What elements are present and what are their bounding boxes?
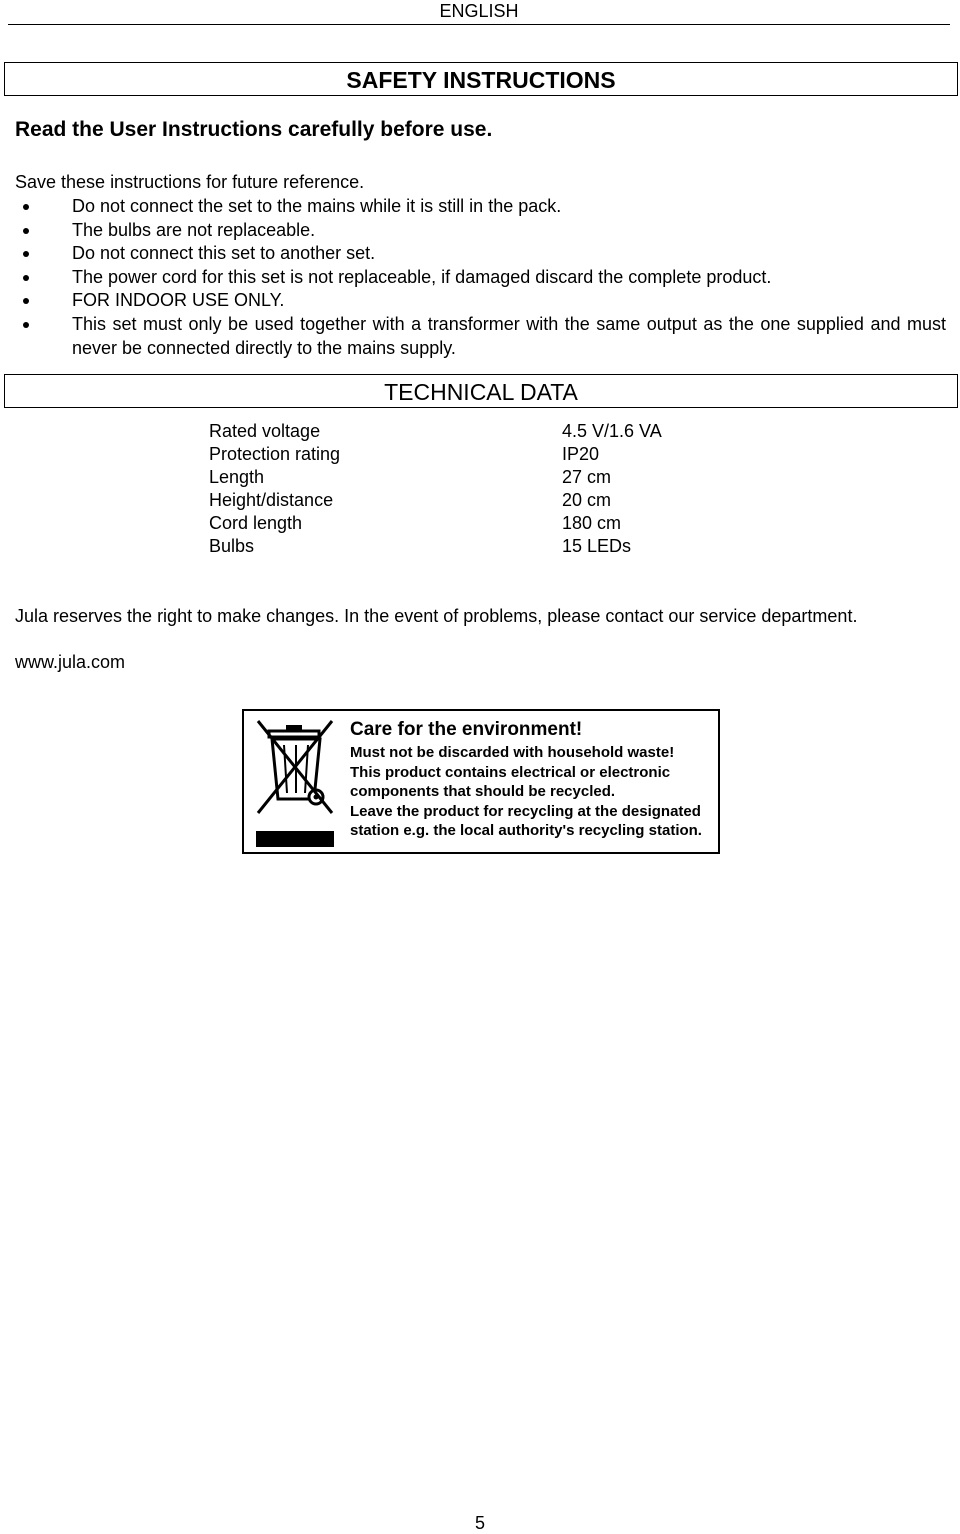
safety-instructions-heading: SAFETY INSTRUCTIONS [4, 62, 958, 96]
environment-notice-line: This product contains electrical or electronic [350, 763, 671, 781]
environment-notice-line: station e.g. the local authority's recycling station. [350, 822, 702, 839]
technical-data-table [209, 420, 662, 558]
table-row [209, 489, 662, 512]
technical-data-heading: TECHNICAL DATA [4, 374, 958, 408]
spec-label: Height/distance [209, 490, 334, 510]
crossed-out-wheelie-bin-icon [252, 717, 338, 847]
safety-bullet [15, 266, 946, 290]
safety-bullet [15, 195, 946, 219]
spec-value: 27 cm [562, 467, 612, 487]
spec-label: Protection rating [209, 444, 341, 464]
safety-bullet [15, 289, 946, 313]
spec-value: 20 cm [562, 490, 612, 510]
safety-bullet [15, 242, 946, 266]
safety-bullet [15, 219, 946, 243]
spec-value: 4.5 V/1.6 VA [562, 421, 662, 441]
environment-notice-line: Leave the product for recycling at the designated [350, 802, 701, 820]
safety-bullet-text: The bulbs are not replaceable. [72, 219, 316, 240]
spec-label: Length [209, 467, 265, 487]
bullet-icon [23, 204, 29, 210]
environment-notice-title: Care for the environment! [350, 719, 583, 740]
bullet-icon [23, 298, 29, 304]
spec-label: Bulbs [209, 536, 255, 556]
spec-value: 15 LEDs [562, 536, 632, 556]
spec-value: IP20 [562, 444, 600, 464]
language-label: ENGLISH [439, 1, 519, 21]
table-row [209, 443, 662, 466]
environment-notice-box [242, 709, 720, 854]
safety-bullet-list [15, 195, 946, 360]
environment-notice-line: Must not be discarded with household waste! [350, 744, 675, 761]
table-row [209, 466, 662, 489]
table-row [209, 535, 662, 558]
spec-label: Rated voltage [209, 421, 321, 441]
changes-notice: Jula reserves the right to make changes. In the event of problems, please contact our service department. [15, 606, 858, 626]
spec-value: 180 cm [562, 513, 622, 533]
read-instructions-lead: Read the User Instructions carefully before use. [15, 118, 493, 141]
website-url: www.jula.com [15, 652, 126, 672]
page-header [8, 0, 950, 25]
safety-bullet [15, 313, 946, 360]
table-row [209, 512, 662, 535]
spec-label: Cord length [209, 513, 303, 533]
safety-bullet-text: The power cord for this set is not replaceable, if damaged discard the complete product. [72, 266, 772, 287]
safety-bullet-text: Do not connect this set to another set. [72, 243, 376, 264]
safety-bullet-text: FOR INDOOR USE ONLY. [72, 290, 285, 311]
safety-bullet-text: This set must only be used together with a transformer with the same output as the one supplied and must never be connected directly to the mains supply. [72, 313, 946, 358]
page-number: 5 [474, 1513, 485, 1533]
bullet-icon [23, 275, 29, 281]
bullet-icon [23, 322, 29, 328]
bullet-icon [23, 251, 29, 257]
save-instructions-intro: Save these instructions for future reference. [15, 172, 365, 192]
safety-bullet-text: Do not connect the set to the mains while it is still in the pack. [72, 196, 562, 216]
bullet-icon [23, 228, 29, 234]
table-row [209, 420, 662, 443]
environment-notice-text [350, 717, 714, 841]
environment-notice-line: components that should be recycled. [350, 783, 616, 800]
